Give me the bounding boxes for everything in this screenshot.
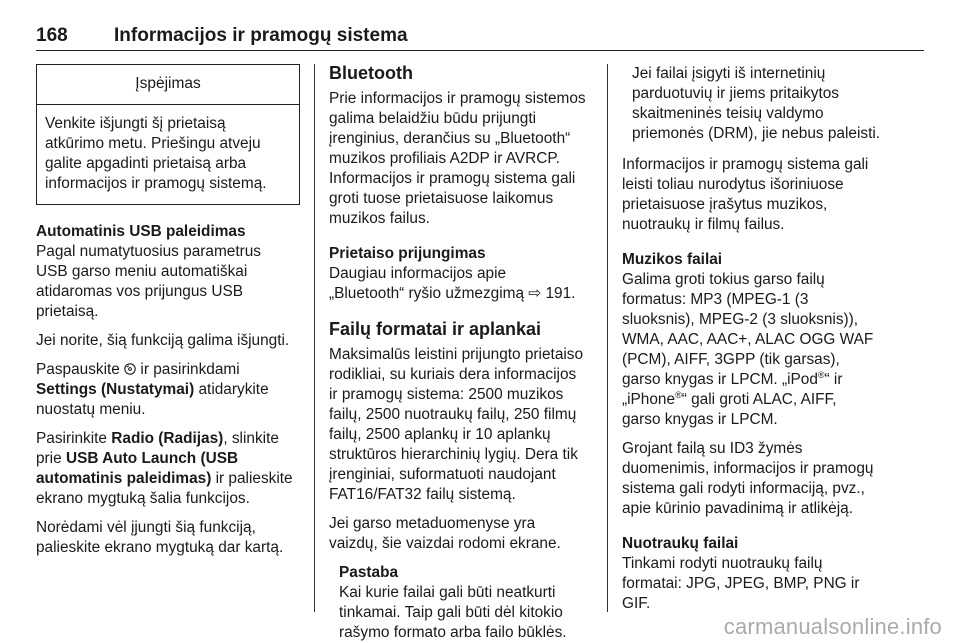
menu-term-usb-auto-launch: automatinis paleidimas) [36, 470, 212, 487]
paragraph [622, 270, 894, 430]
paragraph [36, 429, 300, 509]
text-fragment: atidarykite [194, 381, 269, 398]
text-fragment: ir palieskite [211, 470, 293, 487]
text-line: failų, 2500 aplankų ir 10 aplankų [329, 426, 551, 443]
text-line: Informacijos ir pramogų sistema gali [622, 156, 869, 173]
text-fragment: prie [36, 450, 66, 467]
text-line: ekrano mygtuką šalia funkcijos. [36, 490, 250, 507]
text-line: failų, 2500 nuotraukų failų, 250 filmų [329, 406, 577, 423]
paragraph [622, 554, 894, 614]
text-line: Pagal numatytuosius parametrus [36, 243, 261, 260]
column-divider [314, 64, 315, 612]
subheading-photo-files: Nuotraukų failai [622, 535, 739, 552]
text-line: Jei garso metaduomenyse yra [329, 515, 536, 532]
text-line: Norėdami vėl įjungti šią funkciją, [36, 519, 256, 536]
text-fragment: Pasirinkite [36, 430, 112, 447]
text-line: Informacijos ir pramogų sistema gali [329, 170, 576, 187]
text-line: muzikos profiliais A2DP ir AVRCP. [329, 150, 560, 167]
text-line: vaizdų, šie vaizdai rodomi ekrane. [329, 535, 561, 552]
paragraph [329, 89, 601, 229]
text-line: prietaisą. [36, 303, 99, 320]
paragraph [36, 331, 300, 351]
text-line: Maksimalūs leistini prijungto prietaiso [329, 346, 584, 363]
text-line: ir pramogų sistema: 2500 muzikos [329, 386, 564, 403]
text-line: Kai kurie failai gali būti neatkurti [339, 584, 556, 601]
warning-title: Įspėjimas [37, 65, 299, 105]
text-line: nuotraukų ir filmų failus. [622, 216, 785, 233]
text-fragment: , slinkite [223, 430, 279, 447]
section-heading-usb-autolaunch: Automatinis USB paleidimas [36, 223, 246, 240]
page-reference-arrow-icon: ⇨ [528, 285, 542, 302]
subheading-music-files: Muzikos failai [622, 251, 723, 268]
page-header [36, 20, 924, 51]
text-fragment: “ ir [824, 371, 843, 388]
text-line: groti tuose prietaisuose laikomus [329, 190, 554, 207]
text-line: priemonės (DRM), jie nebus paleisti. [632, 125, 881, 142]
registered-mark: ® [817, 369, 825, 380]
text-line: formatus: MP3 (MPEG-1 (3 [622, 291, 809, 308]
paragraph [329, 264, 601, 304]
text-line: struktūros hierarchinių lygių. Dera tik [329, 446, 578, 463]
text-line [622, 370, 894, 390]
text-line: įrenginius, derančius su „Bluetooth“ [329, 130, 571, 147]
text-line: palieskite ekrano mygtuką dar kartą. [36, 539, 284, 556]
text-line: Venkite išjungti šį prietaisą [45, 115, 226, 132]
text-line: Jei failai įsigyti iš internetinių [632, 65, 826, 82]
text-line: atidaromas vos prijungus USB [36, 283, 244, 300]
text-line: WMA, AAC, AAC+, ALAC OGG WAF [622, 331, 874, 348]
text-line [329, 284, 601, 304]
note-block [339, 563, 601, 643]
note-continuation [632, 64, 894, 144]
registered-mark: ® [675, 389, 682, 400]
column-middle [329, 64, 601, 643]
text-fragment: “ gali groti ALAC, AIFF, [681, 391, 837, 408]
page-reference: 191. [541, 285, 576, 302]
text-line: prietaisuose įrašytus muzikos, [622, 196, 828, 213]
text-line [36, 429, 300, 449]
column-left [36, 64, 300, 567]
text-line: (PCM), AIFF, 3GPP (tik garsas), [622, 351, 840, 368]
text-line: USB garso meniu automatiškai [36, 263, 248, 280]
text-line: Daugiau informacijos apie [329, 265, 507, 282]
column-divider [607, 64, 608, 612]
watermark[interactable]: carmanualsonline.info [723, 614, 942, 639]
text-fragment: ir pasirinkdami [140, 361, 240, 378]
text-line: sistema gali rodyti informaciją, pvz., [622, 480, 865, 497]
paragraph [36, 242, 300, 322]
text-line: Galima groti tokius garso failų [622, 271, 825, 288]
text-line [36, 360, 300, 380]
paragraph [36, 360, 300, 420]
text-line: Tinkami rodyti nuotraukų failų [622, 555, 823, 572]
text-line [36, 449, 300, 469]
column-right [622, 64, 894, 623]
text-line [622, 390, 894, 410]
text-line: įrenginiai, suformatuoti naudojant [329, 466, 556, 483]
subheading-device-connect: Prietaiso prijungimas [329, 245, 486, 262]
text-line: GIF. [622, 595, 651, 612]
note-title: Pastaba [339, 564, 399, 581]
text-line [36, 469, 300, 489]
text-fragment: Paspauskite [36, 361, 120, 378]
text-line: Grojant failą su ID3 žymės [622, 440, 803, 457]
warning-text [37, 105, 299, 204]
menu-term-radio: Radio (Radijas) [111, 430, 224, 447]
paragraph [622, 439, 894, 519]
text-line: parduotuvių ir jiems pritaikytos [632, 85, 839, 102]
text-fragment: „iPhone [622, 391, 676, 408]
text-line: galima belaidžiu būdu prijungti [329, 110, 537, 127]
section-heading-file-formats: Failų formatai ir aplankai [329, 319, 542, 339]
text-line: nuostatų meniu. [36, 401, 146, 418]
text-line: atkūrimo metu. Priešingu atveju [45, 135, 261, 152]
page-number: 168 [36, 25, 68, 46]
cd-button-icon [124, 363, 136, 375]
text-line: tinkamai. Taip gali būti dėl kitokio [339, 604, 563, 621]
text-line: garso knygas ir LPCM. [622, 411, 778, 428]
text-line: apie kūrinio pavadinimą ir atlikėją. [622, 500, 853, 517]
text-line: galite apgadinti prietaisą arba [45, 155, 247, 172]
text-line: skaitmeninės teisių valdymo [632, 105, 824, 122]
text-line [36, 380, 300, 400]
paragraph [36, 518, 300, 558]
text-line: FAT16/FAT32 failų sistemą. [329, 486, 516, 503]
text-fragment: garso knygas ir LPCM. „iPod [622, 371, 818, 388]
menu-term-usb-auto-launch: USB Auto Launch (USB [65, 450, 239, 467]
text-line: informacijos ir pramogų sistemą. [45, 175, 267, 192]
text-line: Jei norite, šią funkciją galima išjungti. [36, 332, 290, 349]
text-fragment: „Bluetooth“ ryšio užmezgimą [329, 285, 529, 302]
text-line: formatai: JPG, JPEG, BMP, PNG ir [622, 575, 860, 592]
text-line: leisti toliau nurodytus išoriniuose [622, 176, 844, 193]
paragraph [329, 345, 601, 505]
menu-term-settings: Settings (Nustatymai) [36, 381, 195, 398]
paragraph [329, 514, 601, 554]
text-line: rašymo formato arba failo būklės. [339, 624, 567, 641]
text-line: sluoksnis), MPEG-2 (3 sluoksnis)), [622, 311, 859, 328]
text-line: Prie informacijos ir pramogų sistemos [329, 90, 586, 107]
warning-box [36, 64, 300, 205]
text-line: muzikos failus. [329, 210, 430, 227]
text-line: duomenimis, informacijos ir pramogų [622, 460, 874, 477]
page-title: Informacijos ir pramogų sistema [114, 25, 408, 46]
text-line: rodikliai, su kuriais dera informacijos [329, 366, 577, 383]
paragraph [622, 155, 894, 235]
section-heading-bluetooth: Bluetooth [329, 63, 413, 83]
